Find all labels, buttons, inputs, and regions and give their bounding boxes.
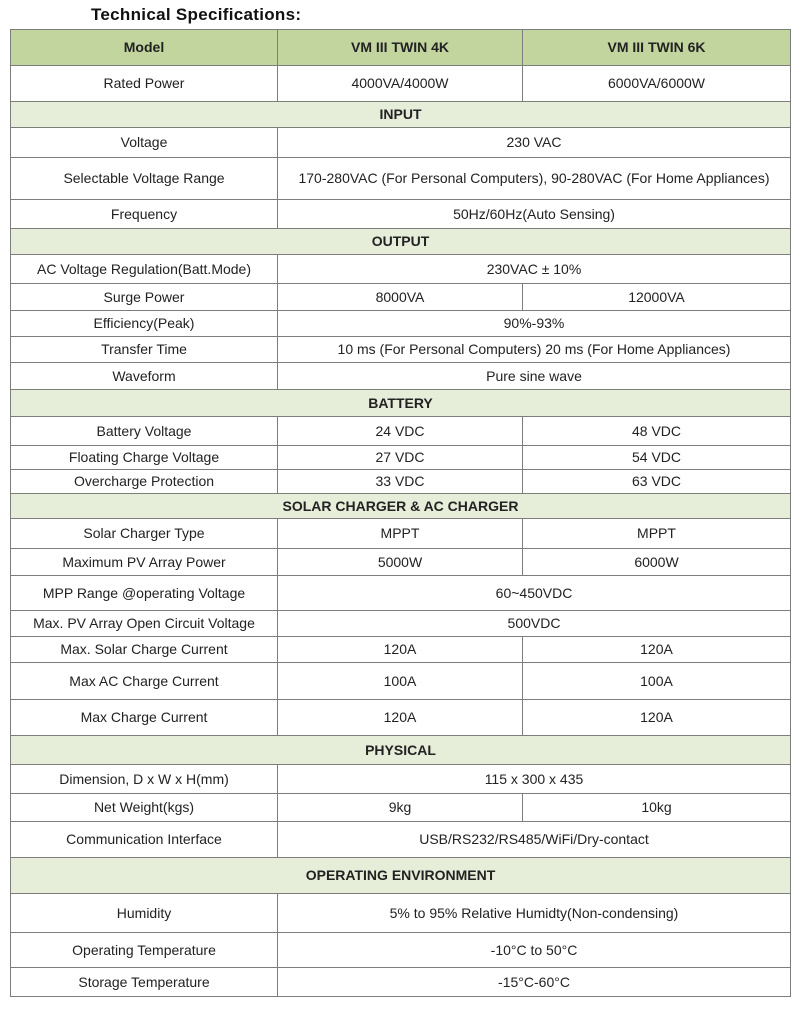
spec-label: Overcharge Protection: [11, 470, 278, 494]
spec-value-6k: 12000VA: [523, 284, 791, 311]
section-title: OUTPUT: [11, 229, 791, 255]
spec-label: Surge Power: [11, 284, 278, 311]
section-header-row: [11, 229, 791, 255]
spec-row: [11, 894, 791, 933]
spec-row: [11, 794, 791, 822]
spec-label: Battery Voltage: [11, 417, 278, 446]
spec-label: Rated Power: [11, 66, 278, 102]
spec-value-shared: -10°C to 50°C: [278, 933, 791, 968]
spec-value-shared: 5% to 95% Relative Humidty(Non-condensing): [278, 894, 791, 933]
spec-row: [11, 663, 791, 700]
spec-row: [11, 968, 791, 997]
spec-row: [11, 519, 791, 549]
spec-label: Floating Charge Voltage: [11, 446, 278, 470]
spec-row: [11, 637, 791, 663]
spec-label: Frequency: [11, 200, 278, 229]
spec-value-4k: 9kg: [278, 794, 523, 822]
spec-value-4k: 24 VDC: [278, 417, 523, 446]
spec-value-shared: 230 VAC: [278, 128, 791, 158]
spec-row: [11, 765, 791, 794]
spec-row: [11, 200, 791, 229]
section-header-row: [11, 736, 791, 765]
spec-label: Solar Charger Type: [11, 519, 278, 549]
spec-row: [11, 549, 791, 576]
spec-label: Transfer Time: [11, 337, 278, 363]
spec-row: [11, 255, 791, 284]
section-header-row: [11, 494, 791, 519]
spec-value-6k: 120A: [523, 700, 791, 736]
spec-row: [11, 822, 791, 858]
spec-label: Communication Interface: [11, 822, 278, 858]
spec-value-shared: 230VAC ± 10%: [278, 255, 791, 284]
spec-value-shared: 115 x 300 x 435: [278, 765, 791, 794]
spec-label: Waveform: [11, 363, 278, 390]
spec-label: Selectable Voltage Range: [11, 158, 278, 200]
spec-value-shared: Pure sine wave: [278, 363, 791, 390]
section-title: INPUT: [11, 102, 791, 128]
spec-label: Humidity: [11, 894, 278, 933]
spec-value-6k: 63 VDC: [523, 470, 791, 494]
spec-label: Maximum PV Array Power: [11, 549, 278, 576]
spec-value-4k: MPPT: [278, 519, 523, 549]
spec-label: MPP Range @operating Voltage: [11, 576, 278, 611]
spec-label: Max AC Charge Current: [11, 663, 278, 700]
spec-row: [11, 128, 791, 158]
section-header-row: [11, 858, 791, 894]
spec-value-4k: 33 VDC: [278, 470, 523, 494]
spec-value-shared: 50Hz/60Hz(Auto Sensing): [278, 200, 791, 229]
spec-label: Dimension, D x W x H(mm): [11, 765, 278, 794]
header-model-label: Model: [11, 30, 278, 66]
spec-value-6k: 10kg: [523, 794, 791, 822]
spec-row: [11, 470, 791, 494]
spec-value-shared: 90%-93%: [278, 311, 791, 337]
spec-row: [11, 446, 791, 470]
spec-label: AC Voltage Regulation(Batt.Mode): [11, 255, 278, 284]
spec-value-shared: 10 ms (For Personal Computers) 20 ms (For Home Appliances): [278, 337, 791, 363]
header-model-6k: VM III TWIN 6K: [523, 30, 791, 66]
spec-row: [11, 933, 791, 968]
spec-row: [11, 363, 791, 390]
spec-row: [11, 66, 791, 102]
spec-label: Storage Temperature: [11, 968, 278, 997]
spec-value-6k: 120A: [523, 637, 791, 663]
spec-label: Max. Solar Charge Current: [11, 637, 278, 663]
spec-row: [11, 158, 791, 200]
spec-label: Net Weight(kgs): [11, 794, 278, 822]
spec-value-6k: 54 VDC: [523, 446, 791, 470]
spec-row: [11, 311, 791, 337]
spec-value-shared: 170-280VAC (For Personal Computers), 90-280VAC (For Home Appliances): [278, 158, 791, 200]
spec-value-6k: 100A: [523, 663, 791, 700]
section-title: SOLAR CHARGER & AC CHARGER: [11, 494, 791, 519]
spec-label: Efficiency(Peak): [11, 311, 278, 337]
spec-label: Max Charge Current: [11, 700, 278, 736]
page-title: Technical Specifications:: [91, 5, 302, 24]
spec-row: [11, 611, 791, 637]
section-title: PHYSICAL: [11, 736, 791, 765]
spec-value-shared: USB/RS232/RS485/WiFi/Dry-contact: [278, 822, 791, 858]
section-title: OPERATING ENVIRONMENT: [11, 858, 791, 894]
spec-value-4k: 5000W: [278, 549, 523, 576]
spec-value-6k: MPPT: [523, 519, 791, 549]
spec-table: [10, 29, 791, 997]
table-header-row: [11, 30, 791, 66]
spec-value-shared: 500VDC: [278, 611, 791, 637]
section-title: BATTERY: [11, 390, 791, 417]
spec-row: [11, 576, 791, 611]
header-model-4k: VM III TWIN 4K: [278, 30, 523, 66]
spec-value-shared: 60~450VDC: [278, 576, 791, 611]
spec-label: Voltage: [11, 128, 278, 158]
spec-value-4k: 100A: [278, 663, 523, 700]
spec-value-4k: 120A: [278, 700, 523, 736]
spec-row: [11, 284, 791, 311]
spec-row: [11, 700, 791, 736]
spec-value-6k: 6000W: [523, 549, 791, 576]
section-header-row: [11, 102, 791, 128]
spec-value-4k: 27 VDC: [278, 446, 523, 470]
spec-label: Operating Temperature: [11, 933, 278, 968]
spec-row: [11, 417, 791, 446]
spec-value-4k: 4000VA/4000W: [278, 66, 523, 102]
section-header-row: [11, 390, 791, 417]
spec-label: Max. PV Array Open Circuit Voltage: [11, 611, 278, 637]
spec-value-shared: -15°C-60°C: [278, 968, 791, 997]
spec-value-6k: 48 VDC: [523, 417, 791, 446]
spec-row: [11, 337, 791, 363]
spec-value-4k: 120A: [278, 637, 523, 663]
spec-value-4k: 8000VA: [278, 284, 523, 311]
spec-value-6k: 6000VA/6000W: [523, 66, 791, 102]
